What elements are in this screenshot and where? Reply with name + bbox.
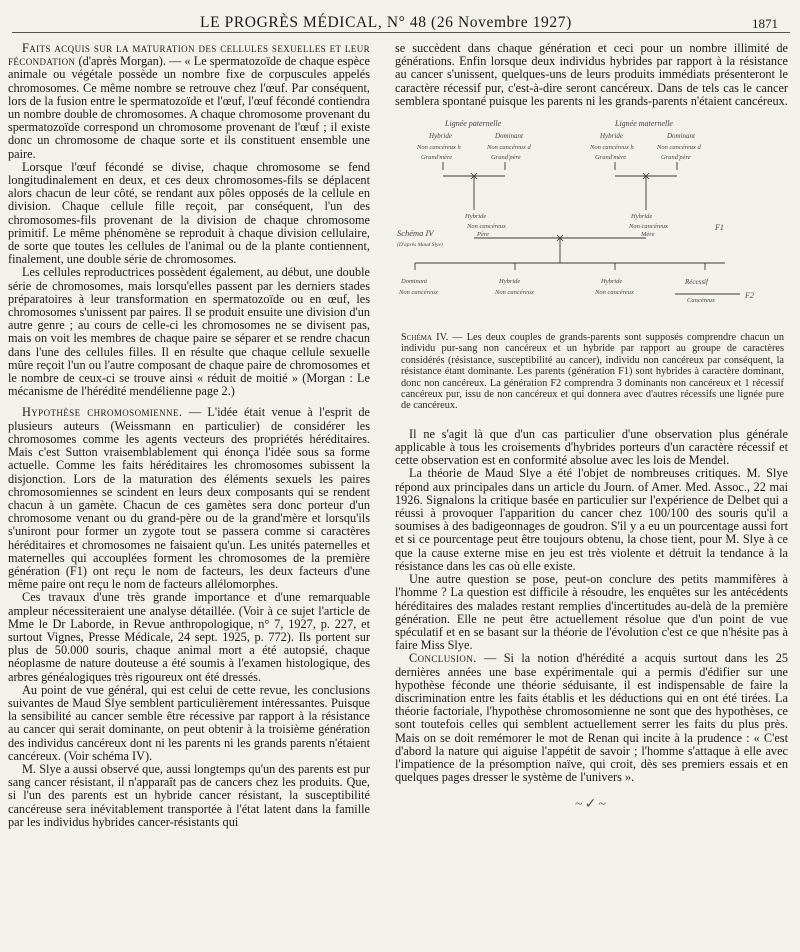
paragraph [395, 428, 788, 468]
paragraph-text: M. Slye a aussi observé que, aussi longtemps qu'un des parents est pur sang cancer résistant, il n'apparaît pas de cancers chez les produits. Que, si l'un des parents est un hybride cancer résistant, la susceptibilité cancéreuse sera inévitablement transportée à l'état latent dans la famille par les individus hybrides cancer-résistants qui [8, 761, 370, 829]
paragraph [8, 266, 370, 398]
paragraph [8, 684, 370, 763]
paragraph [8, 161, 370, 267]
label-dominant: Dominant [401, 278, 427, 286]
label-non-cancerous: Non cancéreux [467, 223, 506, 231]
label-grandfather: Grand'père [661, 154, 691, 162]
paragraph [8, 763, 370, 829]
paragraph [8, 42, 370, 161]
label-hybrid: Hybride [601, 278, 623, 286]
label-hybrid: Hybride [631, 213, 653, 221]
paragraph-text: Les cellules reproductrices possèdent également, au début, une double série de chromosomes, mais lorsqu'elles passent par les derniers stades préparatoires à leur transformation en spermatozoïde ou en œuf, les chromosomes s'unissent par paires. Il se produit ensuite une division d'un autre genre ; au cours de celle-ci les chromosomes ne se divisent pas, mais on voit les membres de chaque paire se séparer et se rendre chacun dans l'une des cellules filles. Il en résulte que chaque cellule sexuelle mûre reçoit l'un ou l'autre composant de chaque paire de chromosomes et le nombre de ceux-ci se trouve ainsi « réduit de moitié » (Morgan : Le mécanisme de l'hérédité mendélienne page 2.) [8, 265, 370, 399]
right-column [395, 42, 788, 812]
section-heading: Hypothèse chromosomienne. [22, 405, 183, 420]
label-non-cancerous: Non cancéreux h [417, 144, 461, 152]
label-non-cancerous: Non cancéreux [595, 289, 634, 297]
label-non-cancerous: Non cancéreux [629, 223, 668, 231]
label-grandmother: Grand'mère [421, 154, 453, 162]
figure-caption [401, 332, 784, 412]
schema-source: (D'après Maud Slye) [397, 242, 443, 249]
label-non-cancerous: Non cancéreux d [657, 144, 701, 152]
page-number: 1871 [752, 16, 778, 31]
label-paternal-line: Lignée paternelle [445, 119, 502, 129]
label-non-cancerous: Non cancéreux d [487, 144, 531, 152]
paragraph-text: Ces travaux d'une très grande importance et d'une remarquable ampleur nécessiteraient une analyse détaillée. (Voir à ce sujet l'article de Mme le Dr Laborde, in Revue anthropologique, n° 7, 1927, p. 227, et surtout Vignes, Presse Médicale, 24 sept. 1925, p. 772). Ils portent sur plus de 50.000 souris, chaque animal mort a été autopsié, chaque néoplasme de nature douteuse a été soumis à l'examen histologique, des arbres généalogiques très rigoureux ont été dressés. [8, 590, 370, 684]
paragraph [8, 591, 370, 683]
figure-schema-iv [395, 118, 788, 412]
label-non-cancerous: Non cancéreux [495, 289, 534, 297]
caption-label: Schéma IV. [401, 332, 449, 344]
paragraph [395, 42, 788, 108]
label-cancerous: Cancéreux [687, 297, 715, 305]
label-hybrid: Hybride [429, 132, 452, 141]
label-grandfather: Grand'père [491, 154, 521, 162]
schema-label: Schéma IV [397, 228, 434, 239]
section-heading: Conclusion. [409, 651, 477, 666]
left-column [8, 42, 370, 829]
label-non-cancerous: Non cancéreux [399, 289, 438, 297]
paragraph-text: Au point de vue général, qui est celui de cette revue, les conclusions suivantes de Maud Slye semblent particulièrement intéressantes. Puisque la sensibilité au cancer semble être récessive par rapport à la résistance au cancer qui serait dominante, on peut obtenir à la troisième génération des individus cancéreux dont ni les parents ni les grands parents n'étaient cancéreux. (Voir schéma IV). [8, 682, 370, 763]
label-hybrid: Hybride [465, 213, 487, 221]
paragraph-text: — L'idée était venue à l'esprit de plusieurs auteurs (Weissmann en particulier) de considérer les chromosomes comme les agents vecteurs des propriétés héréditaires. Mais c'est Sutton vraisemblablement qui énonça l'idée sous sa forme actuelle. Comme les faits héréditaires les chromosomes subissent la disjonction. Lors de la maturation des éléments sexuels les paires chromosomiennes se scindent en leurs deux composants qui se rendent chacun à un gamète. Chacun de ces gamètes sera donc porteur d'un chromosome venant ou du grand-père ou de la grand'mère et lorsqu'ils s'uniront pour former un zygote tout se passera comme si caractères héréditaires et chromosomes ne faisaient qu'un. Les unités paternelles et maternelles qui accouplées forment les chromosomes de la première génération (F1) ont reçu le nom de facteurs, les deux facteurs d'une même paire ont reçu le nom de facteurs allélomorphes. [8, 405, 370, 592]
paragraph-text: Une autre question se pose, peut-on conclure des petits mammifères à l'homme ? La question est difficile à résoudre, les enquêtes sur les antécédents héréditaires des malades restant remplies d'incertitudes au-delà de la première génération. Elle ne peut être actuellement résolue que d'un point de vue spéculatif et en se basant sur la théorie de l'évolution c'est ce que n'hésite pas à faire Miss Slye. [395, 572, 788, 653]
journal-title: LE PROGRÈS MÉDICAL, N° 48 (26 Novembre 1927) [200, 14, 572, 31]
pedigree-diagram [395, 118, 788, 328]
label-f2: F2 [745, 291, 754, 301]
section-heading: Faits acquis sur la maturation des cellules sexuelles et leur fécondation [8, 41, 370, 69]
paragraph-text: Lorsque l'œuf fécondé se divise, chaque chromosome se fend longitudinalement en deux, et ces deux chromosomes-fils se déplacent alors chacun de leur côté, se rendant aux pôles opposés de la cellule en division. Chaque cellule fille reçoit, par conséquent, l'un des chromosomes-fils provenant de la division de chaque chromosome primitif. Le même phénomène se reproduit à chaque division cellulaire, de sorte que toutes les cellules de l'animal ou de la plante contiennent, finalement, une double série de chromosomes. [8, 159, 370, 267]
label-grandmother: Grand'mère [595, 154, 627, 162]
label-dominant: Dominant [667, 132, 695, 141]
paragraph-text: La théorie de Maud Slye a été l'objet de nombreuses critiques. M. Slye répond aux principales dans un article du Journ. of Amer. Med. Assoc., 22 mai 1926. Signalons la critique basée en particulier sur l'expérience de Delbet qui a réussi à provoquer l'apparition du cancer chez 100/100 des souris qu'il a soumises à des badigeonnages de goudron. S'il y a eu un pourcentage aussi fort et si ce pourcentage peut être toujours obtenu, la chose tient, pour M. Slye à ce que la cause externe mise en jeu est très violente et détruit la tendance à la résistance dans les cas où elle existe. [395, 466, 788, 573]
paragraph-text: Il ne s'agit là que d'un cas particulier d'une observation plus générale applicable à tous les croisements d'hybrides porteurs d'un caractère récessif et cette observation est en conformité absolue avec les lois de Mendel. [395, 426, 788, 468]
paragraph-text: se succèdent dans chaque génération et ceci pour un nombre illimité de générations. Enfin lorsque deux individus hybrides par rapport à la résistance au cancer s'unissent, quelques-uns de leurs produits immédiats présenteront le caractère récessif pur, c'est-à-dire seront cancéreux. Dans de tels cas le cancer semblera spontané puisque les parents ni les grands-parents n'étaient cancéreux. [395, 41, 788, 108]
end-ornament: ~✓~ [575, 797, 608, 813]
label-dominant: Dominant [495, 132, 523, 141]
paragraph [395, 652, 788, 784]
label-hybrid: Hybride [499, 278, 521, 286]
caption-text: — Les deux couples de grands-parents sont supposés comprendre chacun un individu pur-sang non cancéreux et un hybride par rapport au groupe de caractères considérés (résistance, susceptibilité au cancer), individu non cancéreux par conséquent, la résistance étant dominante. Les parents (génération F1) sont hybrides à caractère dominant, donc non cancéreux. La génération F2 comprendra 3 dominants non cancéreux et 1 récessif cancéreux pur, issu de non cancéreux et qui donnera avec d'autres récessifs une lignée pure de cancéreux. [401, 332, 784, 412]
label-non-cancerous: Non cancéreux h [590, 144, 634, 152]
label-recessive: Récessif [685, 278, 708, 287]
header-rule [12, 32, 790, 33]
paragraph [8, 406, 370, 591]
paragraph-text: — Si la notion d'hérédité a acquis surtout dans les 25 dernières années une base expérimentale qui a permis d'édifier sur une hypothèse féconde une théorie séduisante, il est indispensable de faire la discrimination entre les faits établis et les déductions qui en ont été tirées. La théorie factoriale, l'hypothèse chromosomienne ne sont que des hypothèses, ce sont toutefois celles qui semblent actuellement serrer les faits du plus près. Mais on se doit remémorer le mot de Renan qui incite à la prudence : « C'est d'abord la nature qui aiguise l'appétit de savoir ; l'homme s'attaque à elle avec l'impatience de la présomption naïve, qui croit, dès ses premiers essais et en quelques pages dresser le système de l'univers ». [395, 651, 788, 785]
label-hybrid: Hybride [600, 132, 623, 141]
paragraph-text: (d'après Morgan). — « Le spermatozoïde de chaque espèce animale ou végétale possède un nombre fixe de corpuscules appelés chromosomes. Ce même nombre se retrouve chez l'œuf. Par conséquent, lors de la fusion entre le spermatozoïde et l'œuf, l'œuf fécondé contiendra un nombre double de chromosomes. A chaque chromosome provenant du spermatozoïde correspond un chromosome provenant de l'œuf ; il existe donc un chromosome de chaque sorte et ils constituent ensemble une paire. [8, 54, 370, 161]
label-f1: F1 [715, 223, 724, 233]
label-maternal-line: Lignée maternelle [615, 119, 673, 129]
paragraph [395, 467, 788, 573]
label-father: Père [477, 231, 490, 239]
paragraph [395, 573, 788, 652]
running-header [0, 10, 800, 34]
label-mother: Mère [641, 231, 655, 239]
